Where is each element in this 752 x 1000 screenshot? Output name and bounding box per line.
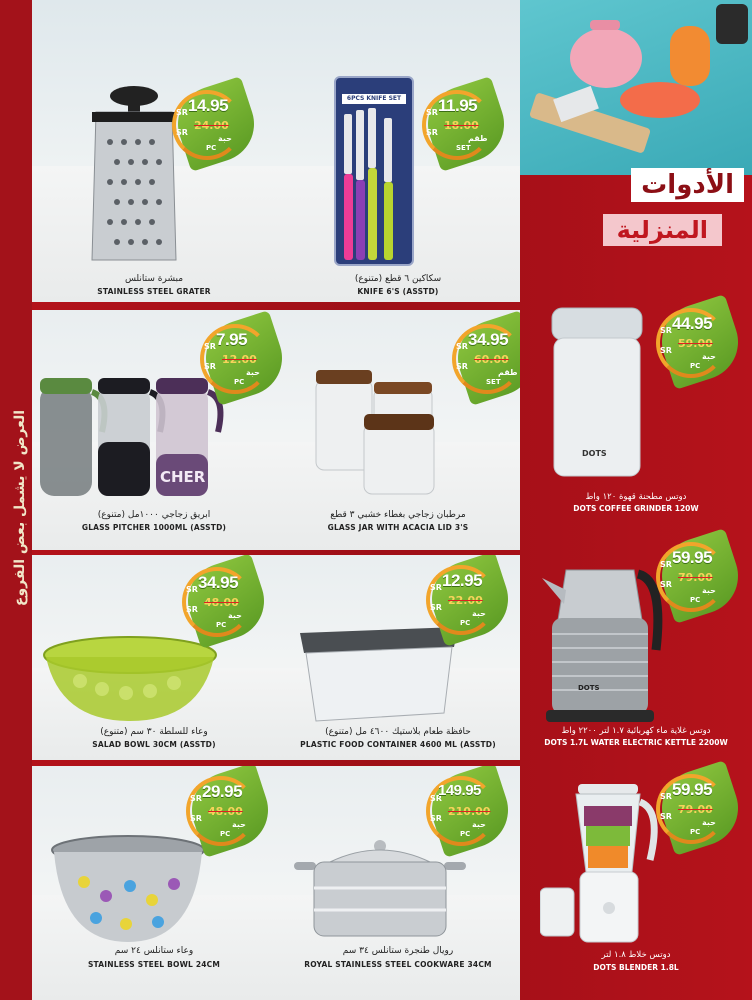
product-steel-bowl[interactable] <box>32 766 276 1000</box>
product-blender[interactable] <box>520 760 752 1000</box>
price-badge: SR SR 34.95 60.00 طقم SET <box>452 316 520 400</box>
steel-bowl-image <box>48 834 208 954</box>
price-badge: SR SR 14.95 24.00 حبة PC <box>172 82 256 166</box>
new-price: 34.95 <box>198 573 239 592</box>
new-price: 29.95 <box>202 782 243 801</box>
branch-disclaimer: العرض لا يشمل بعض الفروع <box>12 409 28 607</box>
kettle-image <box>538 560 668 724</box>
price-badge: SR SR 59.95 79.00 حبة PC <box>656 534 740 618</box>
product-name-en: KNIFE 6'S (ASSTD) <box>357 287 439 296</box>
product-food-container[interactable] <box>276 555 520 760</box>
old-price: 22.00 <box>448 594 483 607</box>
product-name-ar: مبشرة ستانلس <box>124 274 184 284</box>
old-price: 79.00 <box>678 571 713 584</box>
price-badge: SR SR 34.95 48.00 حبة PC <box>182 559 266 643</box>
brand-logo: DOTS <box>582 449 607 458</box>
product-salad-bowl[interactable] <box>32 555 276 760</box>
product-coffee-grinder[interactable] <box>520 296 752 520</box>
new-price: 7.95 <box>216 330 248 349</box>
product-name-ar: سكاكين ٦ قطع (متنوع) <box>354 274 442 284</box>
row-2 <box>32 310 520 550</box>
new-price: 59.95 <box>672 780 713 799</box>
new-price: 11.95 <box>438 96 478 115</box>
product-name-en: GLASS JAR WITH ACACIA LID 3'S <box>327 523 469 532</box>
old-price: 48.00 <box>208 805 243 818</box>
product-name-ar: وعاء ستانلس ٢٤ سم <box>114 946 194 956</box>
product-name-en: GLASS PITCHER 1000ML (ASSTD) <box>81 523 227 532</box>
product-name-ar: حافظة طعام بلاستيك ٤٦٠٠ مل (متنوع) <box>325 727 471 737</box>
product-name-en: DOTS BLENDER 1.8L <box>593 963 679 972</box>
new-price: 14.95 <box>188 96 229 115</box>
package-label: 6PCS KNIFE SET <box>342 94 406 104</box>
product-name-ar: دوتس غلاية ماء كهربائية ١.٧ لتر ٢٢٠٠ واط <box>561 726 711 736</box>
product-name-en: DOTS 1.7L WATER ELECTRIC KETTLE 2200W <box>544 738 728 747</box>
product-name-en: ROYAL STAINLESS STEEL COOKWARE 34CM <box>304 960 492 969</box>
appliances-column <box>520 0 752 1000</box>
salad-bowl-image <box>40 635 220 725</box>
knife-package <box>334 76 414 266</box>
jars-image <box>312 366 442 496</box>
row-4 <box>32 766 520 1000</box>
price-badge: SR SR 59.95 79.00 حبة PC <box>656 766 740 850</box>
old-price: 79.00 <box>678 803 713 816</box>
side-strip <box>0 0 32 1000</box>
price-badge: SR SR 12.95 22.00 حبة PC <box>426 557 510 641</box>
product-name-en: STAINLESS STEEL BOWL 24CM <box>87 960 221 969</box>
section-title <box>544 168 744 268</box>
price-badge: SR SR 7.95 12.00 حبة PC <box>200 316 284 400</box>
product-grater[interactable] <box>32 0 276 302</box>
product-cookware[interactable] <box>276 766 520 1000</box>
price-badge: SR SR 44.95 59.00 حبة PC <box>656 300 740 384</box>
product-knife-set[interactable] <box>276 0 520 302</box>
old-price: 18.00 <box>444 119 479 132</box>
blender-image <box>540 780 670 950</box>
row-1 <box>32 0 520 302</box>
product-glass-pitcher[interactable] <box>32 310 276 550</box>
old-price: 210.00 <box>448 805 491 818</box>
product-glass-jars[interactable] <box>276 310 520 550</box>
hero-image <box>520 0 752 175</box>
product-name-ar: دوتس مطحنة قهوة ١٢٠ واط <box>585 492 687 502</box>
price-badge: SR SR 149.95 210.00 حبة PC <box>426 768 510 852</box>
product-name-en: PLASTIC FOOD CONTAINER 4600 ML (ASSTD) <box>300 740 496 749</box>
old-price: 60.00 <box>474 353 509 366</box>
product-name-en: DOTS COFFEE GRINDER 120W <box>573 504 699 513</box>
title-line-1: الأدوات <box>631 168 744 202</box>
product-name-ar: وعاء للسلطة ٣٠ سم (متنوع) <box>100 727 208 737</box>
product-name-en: SALAD BOWL 30CM (ASSTD) <box>92 740 216 749</box>
title-line-2: المنزلية <box>603 214 722 246</box>
old-price: 24.00 <box>194 119 229 132</box>
knives-image <box>336 108 412 268</box>
row-3 <box>32 555 520 760</box>
old-price: 48.00 <box>204 596 239 609</box>
old-price: 59.00 <box>678 337 713 350</box>
new-price: 149.95 <box>438 782 481 799</box>
brand-logo: DOTS <box>578 684 600 692</box>
new-price: 44.95 <box>672 314 713 333</box>
product-name-ar: ابريق زجاجي ١٠٠٠مل (متنوع) <box>97 510 211 520</box>
price-badge: SR SR 29.95 48.00 حبة PC <box>186 768 270 852</box>
new-price: 59.95 <box>672 548 713 567</box>
new-price: 12.95 <box>442 571 483 590</box>
product-name-ar: مرطبان زجاجي بغطاء خشبي ٣ قطع <box>330 510 466 520</box>
kitchen-tools-illustration <box>520 0 752 175</box>
new-price: 34.95 <box>468 330 509 349</box>
grater-image <box>84 82 184 272</box>
pitcher-print: CHER <box>160 468 206 486</box>
product-name-ar: دوتس خلاط ١.٨ لتر <box>601 950 671 960</box>
product-electric-kettle[interactable] <box>520 530 752 750</box>
product-name-en: STAINLESS STEEL GRATER <box>97 287 211 296</box>
old-price: 12.00 <box>222 353 257 366</box>
product-name-ar: رويال طنجرة ستانلس ٣٤ سم <box>342 946 454 956</box>
price-badge: SR SR 11.95 18.00 طقم SET <box>422 82 506 166</box>
